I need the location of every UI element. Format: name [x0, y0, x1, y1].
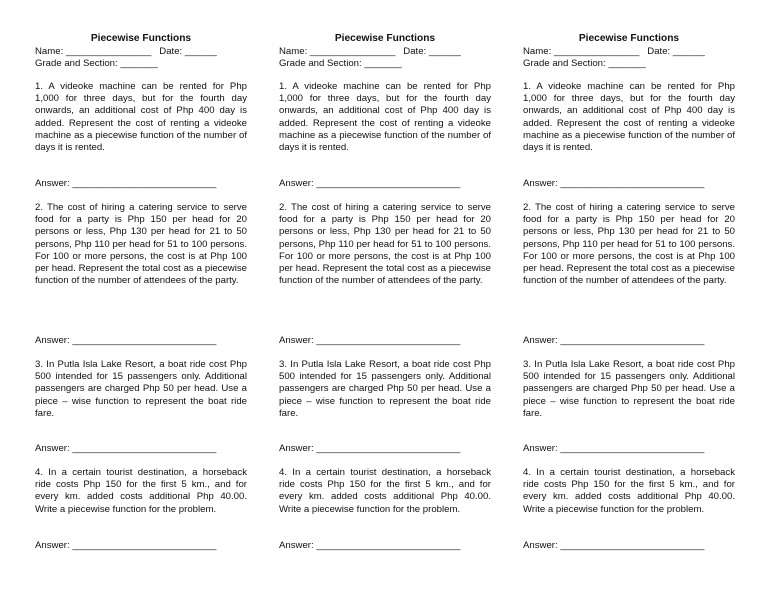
question-2: 2. The cost of hiring a catering service to serve food for a party is Php 150 per head for 20 persons or less, Php 130 per head for 21 to 50 persons, Php 110 per head for 51 to 100 persons. For 100 or more persons, the cost is at Php 100 per head. Represent the total cost as a piecewise function of the number of attendees of the party. [35, 202, 247, 287]
answer-line-4: Answer: ___________________________ [523, 540, 705, 551]
question-1: 1. A videoke machine can be rented for Php 1,000 for three days, but for the fourth day onwards, an additional cost of Php 400 day is added. Represent the cost of renting a videoke machine as a piecewise function of the number of days it is rented. [35, 81, 247, 154]
grade-section-line: Grade and Section: _______ [35, 58, 158, 70]
question-2: 2. The cost of hiring a catering service to serve food for a party is Php 150 per head for 20 persons or less, Php 130 per head for 21 to 50 persons, Php 110 per head for 51 to 100 persons. For 100 or more persons, the cost is at Php 100 per head. Represent the total cost as a piecewise function of the number of attendees of the party. [279, 202, 491, 287]
answer-line-1: Answer: ___________________________ [35, 178, 217, 189]
question-4: 4. In a certain tourist destination, a horseback ride costs Php 150 for the first 5 km., and for every km. added costs additional Php 40.00. Write a piecewise function for the problem. [279, 467, 491, 515]
worksheet-title: Piecewise Functions [578, 33, 680, 44]
name-date-line: Name: ________________ Date: ______ [35, 46, 217, 57]
question-4: 4. In a certain tourist destination, a horseback ride costs Php 150 for the first 5 km., and for every km. added costs additional Php 40.00. Write a piecewise function for the problem. [523, 467, 735, 515]
answer-line-4: Answer: ___________________________ [35, 540, 217, 551]
answer-line-3: Answer: ___________________________ [523, 443, 705, 454]
worksheet-title: Piecewise Functions [334, 33, 436, 44]
answer-line-1: Answer: ___________________________ [279, 178, 461, 189]
answer-line-2: Answer: ___________________________ [523, 335, 705, 346]
answer-line-2: Answer: ___________________________ [35, 335, 217, 346]
answer-line-3: Answer: ___________________________ [279, 443, 461, 454]
question-3: 3. In Putla Isla Lake Resort, a boat ride cost Php 500 intended for 15 passengers only. Additional passengers are charged Php 50 per head. Use a piece – wise function to represent the boat ride fare. [523, 359, 735, 419]
question-2: 2. The cost of hiring a catering service to serve food for a party is Php 150 per head for 20 persons or less, Php 130 per head for 21 to 50 persons, Php 110 per head for 51 to 100 persons. For 100 or more persons, the cost is at Php 100 per head. Represent the total cost as a piecewise function of the number of attendees of the party. [523, 202, 735, 287]
question-3: 3. In Putla Isla Lake Resort, a boat ride cost Php 500 intended for 15 passengers only. Additional passengers are charged Php 50 per head. Use a piece – wise function to represent the boat ride fare. [35, 359, 247, 419]
answer-line-4: Answer: ___________________________ [279, 540, 461, 551]
answer-line-1: Answer: ___________________________ [523, 178, 705, 189]
answer-line-3: Answer: ___________________________ [35, 443, 217, 454]
grade-section-line: Grade and Section: _______ [279, 58, 402, 70]
question-1: 1. A videoke machine can be rented for Php 1,000 for three days, but for the fourth day onwards, an additional cost of Php 400 day is added. Represent the cost of renting a videoke machine as a piecewise function of the number of days it is rented. [523, 81, 735, 154]
name-date-line: Name: ________________ Date: ______ [279, 46, 461, 57]
grade-section-line: Grade and Section: _______ [523, 58, 646, 70]
question-4: 4. In a certain tourist destination, a horseback ride costs Php 150 for the first 5 km., and for every km. added costs additional Php 40.00. Write a piecewise function for the problem. [35, 467, 247, 515]
worksheet-column-3 [523, 33, 735, 551]
worksheet-column-2 [279, 33, 491, 551]
worksheet-title: Piecewise Functions [90, 33, 192, 44]
answer-line-2: Answer: ___________________________ [279, 335, 461, 346]
name-date-line: Name: ________________ Date: ______ [523, 46, 705, 57]
question-3: 3. In Putla Isla Lake Resort, a boat ride cost Php 500 intended for 15 passengers only. Additional passengers are charged Php 50 per head. Use a piece – wise function to represent the boat ride fare. [279, 359, 491, 419]
question-1: 1. A videoke machine can be rented for Php 1,000 for three days, but for the fourth day onwards, an additional cost of Php 400 day is added. Represent the cost of renting a videoke machine as a piecewise function of the number of days it is rented. [279, 81, 491, 154]
worksheet-column-1 [35, 33, 247, 551]
